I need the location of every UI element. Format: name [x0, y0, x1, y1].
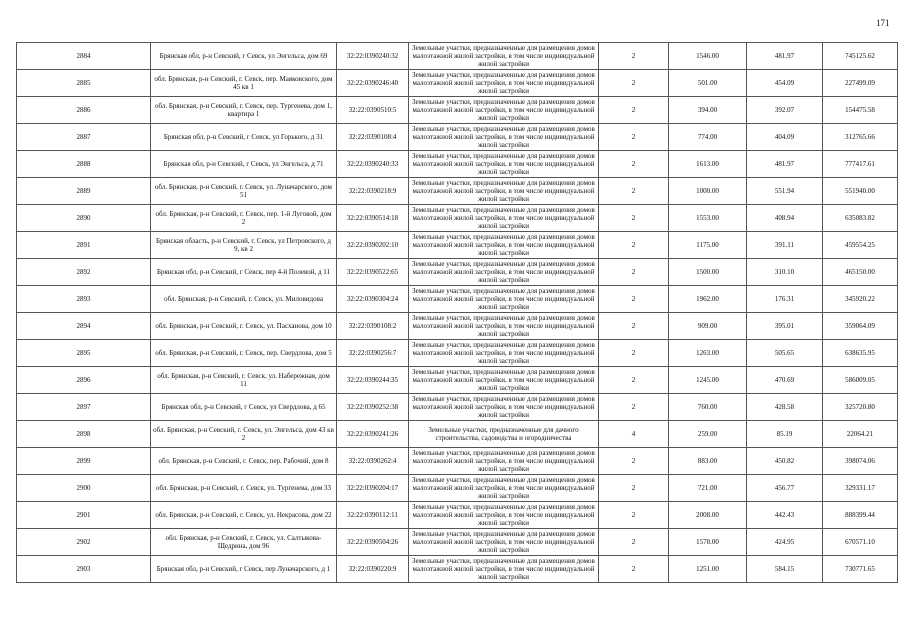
cadastral-number-cell: 32:22:0390246:40 [337, 70, 409, 97]
area-cell: 909.00 [669, 313, 747, 340]
land-use-cell: Земельные участки, предназначенные для размещения домов малоэтажной жилой застройки, в том числе индивидуальной жилой застройки [409, 556, 599, 583]
land-use-cell: Земельные участки, предназначенные для размещения домов малоэтажной жилой застройки, в том числе индивидуальной жилой застройки [409, 313, 599, 340]
row-number: 2885 [17, 70, 151, 97]
address-cell: обл. Брянская, р-н Севский, г. Севск, ул. Тургенева, дом 33 [151, 475, 337, 502]
land-use-cell: Земельные участки, предназначенные для размещения домов малоэтажной жилой застройки, в том числе индивидуальной жилой застройки [409, 205, 599, 232]
unit-value-cell: 176.31 [747, 286, 823, 313]
cadastral-number-cell: 32:22:0390510:5 [337, 97, 409, 124]
category-cell: 2 [599, 448, 669, 475]
address-cell: обл. Брянская, р-н Севский, г. Севск, пер. 1-й Луговой, дом 2 [151, 205, 337, 232]
address-cell: обл. Брянская, р-н Севский, г. Севск, пер. Рабочий, дом 8 [151, 448, 337, 475]
unit-value-cell: 450.82 [747, 448, 823, 475]
category-cell: 2 [599, 259, 669, 286]
table-row [17, 475, 898, 502]
category-cell: 4 [599, 421, 669, 448]
cadastral-value-cell: 345920.22 [823, 286, 898, 313]
unit-value-cell: 481.97 [747, 151, 823, 178]
row-number: 2895 [17, 340, 151, 367]
cadastral-number-cell: 32:22:0390252:38 [337, 394, 409, 421]
address-cell: обл. Брянская, р-н Севский, г. Севск, ул. Энгельса, дом 43 кв 2 [151, 421, 337, 448]
area-cell: 501.00 [669, 70, 747, 97]
cadastral-number-cell: 32:22:0390256:7 [337, 340, 409, 367]
row-number: 2899 [17, 448, 151, 475]
land-use-cell: Земельные участки, предназначенные для дачного строительства, садоводства и огородничества [409, 421, 599, 448]
area-cell: 883.00 [669, 448, 747, 475]
land-use-cell: Земельные участки, предназначенные для размещения домов малоэтажной жилой застройки, в том числе индивидуальной жилой застройки [409, 394, 599, 421]
unit-value-cell: 442.43 [747, 502, 823, 529]
category-cell: 2 [599, 502, 669, 529]
unit-value-cell: 392.07 [747, 97, 823, 124]
area-cell: 2008.00 [669, 502, 747, 529]
page-number: 171 [876, 18, 890, 28]
row-number: 2889 [17, 178, 151, 205]
cadastral-number-cell: 32:22:0390244:35 [337, 367, 409, 394]
unit-value-cell: 470.69 [747, 367, 823, 394]
row-number: 2896 [17, 367, 151, 394]
cadastral-value-cell: 312765.66 [823, 124, 898, 151]
unit-value-cell: 395.01 [747, 313, 823, 340]
cadastral-number-cell: 32:22:0390240:33 [337, 151, 409, 178]
cadastral-number-cell: 32:22:0390202:10 [337, 232, 409, 259]
address-cell: Брянская обл, р-н Севский, г Севск, ул Энгельса, д 71 [151, 151, 337, 178]
cadastral-number-cell: 32:22:0390304:24 [337, 286, 409, 313]
area-cell: 1962.00 [669, 286, 747, 313]
area-cell: 1553.00 [669, 205, 747, 232]
category-cell: 2 [599, 43, 669, 70]
category-cell: 2 [599, 124, 669, 151]
cadastral-number-cell: 32:22:0390108:4 [337, 124, 409, 151]
cadastral-value-cell: 465150.00 [823, 259, 898, 286]
table-row [17, 313, 898, 340]
address-cell: обл. Брянская, р-н Севский, г. Севск, ул. Салтыкова-Щедрина, дом 96 [151, 529, 337, 556]
row-number: 2891 [17, 232, 151, 259]
category-cell: 2 [599, 205, 669, 232]
table-body [17, 43, 898, 583]
cadastral-number-cell: 32:22:0390108:2 [337, 313, 409, 340]
cadastral-value-cell: 325720.80 [823, 394, 898, 421]
cadastral-value-cell: 551940.00 [823, 178, 898, 205]
area-cell: 259.00 [669, 421, 747, 448]
cadastral-value-cell: 745125.62 [823, 43, 898, 70]
category-cell: 2 [599, 97, 669, 124]
category-cell: 2 [599, 151, 669, 178]
table-row [17, 502, 898, 529]
area-cell: 760.00 [669, 394, 747, 421]
cadastral-number-cell: 32:22:0390514:18 [337, 205, 409, 232]
address-cell: обл. Брянская, р-н Севский, г. Севск, ул. Пасханова, дом 10 [151, 313, 337, 340]
area-cell: 1546.00 [669, 43, 747, 70]
land-use-cell: Земельные участки, предназначенные для размещения домов малоэтажной жилой застройки, в том числе индивидуальной жилой застройки [409, 178, 599, 205]
land-use-cell: Земельные участки, предназначенные для размещения домов малоэтажной жилой застройки, в том числе индивидуальной жилой застройки [409, 232, 599, 259]
table-row [17, 178, 898, 205]
area-cell: 1613.00 [669, 151, 747, 178]
unit-value-cell: 551.94 [747, 178, 823, 205]
unit-value-cell: 391.11 [747, 232, 823, 259]
table-row [17, 151, 898, 178]
cadastral-number-cell: 32:22:0390504:26 [337, 529, 409, 556]
address-cell: обл. Брянская, р-н Севский, г. Севск, пер. Маяковского, дом 45 кв 1 [151, 70, 337, 97]
table-row [17, 394, 898, 421]
land-use-cell: Земельные участки, предназначенные для размещения домов малоэтажной жилой застройки, в том числе индивидуальной жилой застройки [409, 43, 599, 70]
category-cell: 2 [599, 529, 669, 556]
address-cell: обл. Брянская, р-н Севский, г. Севск, пер. Свердлова, дом 5 [151, 340, 337, 367]
table-row [17, 286, 898, 313]
land-use-cell: Земельные участки, предназначенные для размещения домов малоэтажной жилой застройки, в том числе индивидуальной жилой застройки [409, 529, 599, 556]
cadastral-number-cell: 32:22:0390522:65 [337, 259, 409, 286]
category-cell: 2 [599, 367, 669, 394]
area-cell: 1578.00 [669, 529, 747, 556]
land-use-cell: Земельные участки, предназначенные для размещения домов малоэтажной жилой застройки, в том числе индивидуальной жилой застройки [409, 97, 599, 124]
address-cell: Брянская обл, р-н Севский, г Севск, пер 4-й Полевой, д 11 [151, 259, 337, 286]
land-use-cell: Земельные участки, предназначенные для размещения домов малоэтажной жилой застройки, в том числе индивидуальной жилой застройки [409, 286, 599, 313]
land-use-cell: Земельные участки, предназначенные для размещения домов малоэтажной жилой застройки, в том числе индивидуальной жилой застройки [409, 367, 599, 394]
category-cell: 2 [599, 232, 669, 259]
address-cell: Брянская обл, р-н Севский, г Севск, ул Горького, д 31 [151, 124, 337, 151]
area-cell: 721.00 [669, 475, 747, 502]
unit-value-cell: 424.95 [747, 529, 823, 556]
area-cell: 394.00 [669, 97, 747, 124]
row-number: 2890 [17, 205, 151, 232]
category-cell: 2 [599, 556, 669, 583]
row-number: 2887 [17, 124, 151, 151]
table-row [17, 421, 898, 448]
land-use-cell: Земельные участки, предназначенные для размещения домов малоэтажной жилой застройки, в том числе индивидуальной жилой застройки [409, 448, 599, 475]
cadastral-number-cell: 32:22:0390240:32 [337, 43, 409, 70]
unit-value-cell: 404.09 [747, 124, 823, 151]
table-row [17, 448, 898, 475]
unit-value-cell: 428.58 [747, 394, 823, 421]
cadastral-value-cell: 227499.09 [823, 70, 898, 97]
row-number: 2903 [17, 556, 151, 583]
table-row [17, 232, 898, 259]
address-cell: обл. Брянская, р-н Севский, г. Севск, ул. Луначарского, дом 51 [151, 178, 337, 205]
cadastral-value-cell: 635083.82 [823, 205, 898, 232]
unit-value-cell: 408.94 [747, 205, 823, 232]
table-row [17, 556, 898, 583]
row-number: 2900 [17, 475, 151, 502]
unit-value-cell: 584.15 [747, 556, 823, 583]
area-cell: 774.00 [669, 124, 747, 151]
area-cell: 1000.00 [669, 178, 747, 205]
row-number: 2898 [17, 421, 151, 448]
table-row [17, 367, 898, 394]
area-cell: 1251.00 [669, 556, 747, 583]
cadastral-value-cell: 398074.06 [823, 448, 898, 475]
category-cell: 2 [599, 394, 669, 421]
land-use-cell: Земельные участки, предназначенные для размещения домов малоэтажной жилой застройки, в том числе индивидуальной жилой застройки [409, 70, 599, 97]
table-row [17, 124, 898, 151]
cadastral-number-cell: 32:22:0390241:26 [337, 421, 409, 448]
row-number: 2894 [17, 313, 151, 340]
table-row [17, 340, 898, 367]
table-row [17, 205, 898, 232]
unit-value-cell: 505.65 [747, 340, 823, 367]
cadastral-number-cell: 32:22:0390112:11 [337, 502, 409, 529]
cadastral-number-cell: 32:22:0390204:17 [337, 475, 409, 502]
address-cell: обл. Брянская, р-н Севский, г. Севск, ул. Набережная, дом 11 [151, 367, 337, 394]
cadastral-value-cell: 154475.58 [823, 97, 898, 124]
category-cell: 2 [599, 70, 669, 97]
row-number: 2888 [17, 151, 151, 178]
area-cell: 1245.00 [669, 367, 747, 394]
address-cell: обл. Брянская, р-н Севский, г. Севск, ул. Некрасова, дом 22 [151, 502, 337, 529]
land-use-cell: Земельные участки, предназначенные для размещения домов малоэтажной жилой застройки, в том числе индивидуальной жилой застройки [409, 475, 599, 502]
cadastral-number-cell: 32:22:0390262:4 [337, 448, 409, 475]
table-row [17, 43, 898, 70]
cadastral-number-cell: 32:22:0390220:9 [337, 556, 409, 583]
row-number: 2897 [17, 394, 151, 421]
cadastral-value-cell: 459554.25 [823, 232, 898, 259]
address-cell: Брянская обл, р-н Севский, г Севск, ул Энгельса, дом 69 [151, 43, 337, 70]
cadastral-value-cell: 888399.44 [823, 502, 898, 529]
unit-value-cell: 456.77 [747, 475, 823, 502]
land-use-cell: Земельные участки, предназначенные для размещения домов малоэтажной жилой застройки, в том числе индивидуальной жилой застройки [409, 259, 599, 286]
cadastral-value-cell: 670571.10 [823, 529, 898, 556]
row-number: 2902 [17, 529, 151, 556]
category-cell: 2 [599, 313, 669, 340]
address-cell: обл. Брянская, р-н Севский, г. Севск, ул. Миловидова [151, 286, 337, 313]
row-number: 2884 [17, 43, 151, 70]
land-use-cell: Земельные участки, предназначенные для размещения домов малоэтажной жилой застройки, в том числе индивидуальной жилой застройки [409, 502, 599, 529]
cadastral-value-cell: 359064.09 [823, 313, 898, 340]
row-number: 2886 [17, 97, 151, 124]
land-registry-table [16, 42, 898, 583]
area-cell: 1175.00 [669, 232, 747, 259]
unit-value-cell: 481.97 [747, 43, 823, 70]
cadastral-value-cell: 730771.65 [823, 556, 898, 583]
unit-value-cell: 454.09 [747, 70, 823, 97]
address-cell: Брянская обл, р-н Севский, г Севск, пер Луначарского, д 1 [151, 556, 337, 583]
cadastral-value-cell: 777417.61 [823, 151, 898, 178]
land-use-cell: Земельные участки, предназначенные для размещения домов малоэтажной жилой застройки, в том числе индивидуальной жилой застройки [409, 151, 599, 178]
unit-value-cell: 310.10 [747, 259, 823, 286]
category-cell: 2 [599, 286, 669, 313]
table-row [17, 70, 898, 97]
table-row [17, 529, 898, 556]
row-number: 2901 [17, 502, 151, 529]
row-number: 2893 [17, 286, 151, 313]
area-cell: 1263.00 [669, 340, 747, 367]
cadastral-value-cell: 638635.95 [823, 340, 898, 367]
cadastral-value-cell: 22064.21 [823, 421, 898, 448]
category-cell: 2 [599, 178, 669, 205]
table-row [17, 97, 898, 124]
land-use-cell: Земельные участки, предназначенные для размещения домов малоэтажной жилой застройки, в том числе индивидуальной жилой застройки [409, 124, 599, 151]
cadastral-value-cell: 329331.17 [823, 475, 898, 502]
address-cell: Брянская область, р-н Севский, г. Севск, ул Петровского, д 9, кв 2 [151, 232, 337, 259]
land-use-cell: Земельные участки, предназначенные для размещения домов малоэтажной жилой застройки, в том числе индивидуальной жилой застройки [409, 340, 599, 367]
area-cell: 1500.00 [669, 259, 747, 286]
address-cell: Брянская обл, р-н Севский, г Севск, ул Свердлова, д 65 [151, 394, 337, 421]
category-cell: 2 [599, 340, 669, 367]
table-row [17, 259, 898, 286]
category-cell: 2 [599, 475, 669, 502]
cadastral-value-cell: 586009.05 [823, 367, 898, 394]
row-number: 2892 [17, 259, 151, 286]
address-cell: обл. Брянская, р-н Севский, г. Севск, пер. Тургенева, дом 1, квартира 1 [151, 97, 337, 124]
unit-value-cell: 85.19 [747, 421, 823, 448]
cadastral-number-cell: 32:22:0390218:9 [337, 178, 409, 205]
